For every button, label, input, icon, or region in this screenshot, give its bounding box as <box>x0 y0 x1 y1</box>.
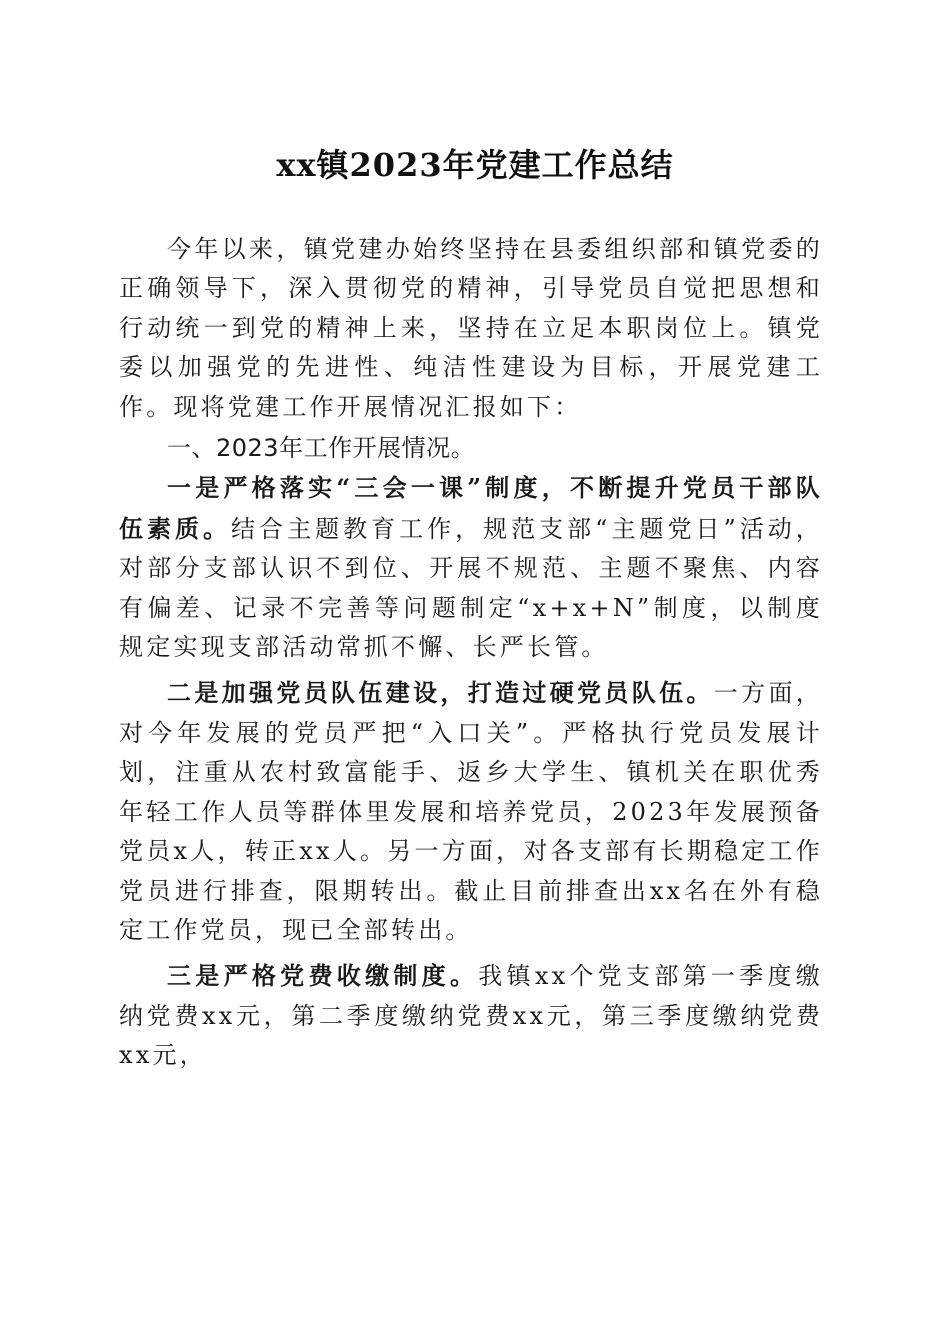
item-two-text: 一方面，对今年发展的党员严把“入口关”。严格执行党员发展计划，注重从农村致富能手、返乡大学生、镇机关在职优秀年轻工作人员等群体里发展和培养党员，2023年发展预备党员x人，转正xx人。另一方面，对各支部有长期稳定工作党员进行排查，限期转出。截止目前排查出xx名在外有稳定工作党员，现已全部转出。 <box>119 679 823 944</box>
item-one-paragraph <box>119 468 823 667</box>
item-two-paragraph <box>119 673 823 950</box>
item-two-lead: 二是加强党员队伍建设，打造过硬党员队伍。 <box>167 678 714 708</box>
item-three-lead: 三是严格党费收缴制度。 <box>167 961 479 991</box>
item-three-paragraph <box>119 956 823 1075</box>
intro-paragraph: 今年以来，镇党建办始终坚持在县委组织部和镇党委的正确领导下，深入贯彻党的精神，引导党员自觉把思想和行动统一到党的精神上来，坚持在立足本职岗位上。镇党委以加强党的先进性、纯洁性建设为目标，开展党建工作。现将党建工作开展情况汇报如下： <box>119 235 823 421</box>
item-three-text: 我镇xx个党支部第一季度缴纳党费xx元，第二季度缴纳党费xx元，第三季度缴纳党费xx元， <box>119 962 823 1070</box>
document-title: xx镇2023年党建工作总结 <box>276 146 674 184</box>
item-one-text: 结合主题教育工作，规范支部“主题党日”活动，对部分支部认识不到位、开展不规范、主题不聚焦、内容有偏差、记录不完善等问题制定“x+x+N”制度，以制度规定实现支部活动常抓不懈、长严长管。 <box>119 514 823 662</box>
document-body <box>119 230 823 1076</box>
item-one-lead: 一是严格落实“三会一课”制度，不断提升党员干部队伍素质。 <box>119 473 823 543</box>
section-heading: 一、2023年工作开展情况。 <box>167 434 476 463</box>
